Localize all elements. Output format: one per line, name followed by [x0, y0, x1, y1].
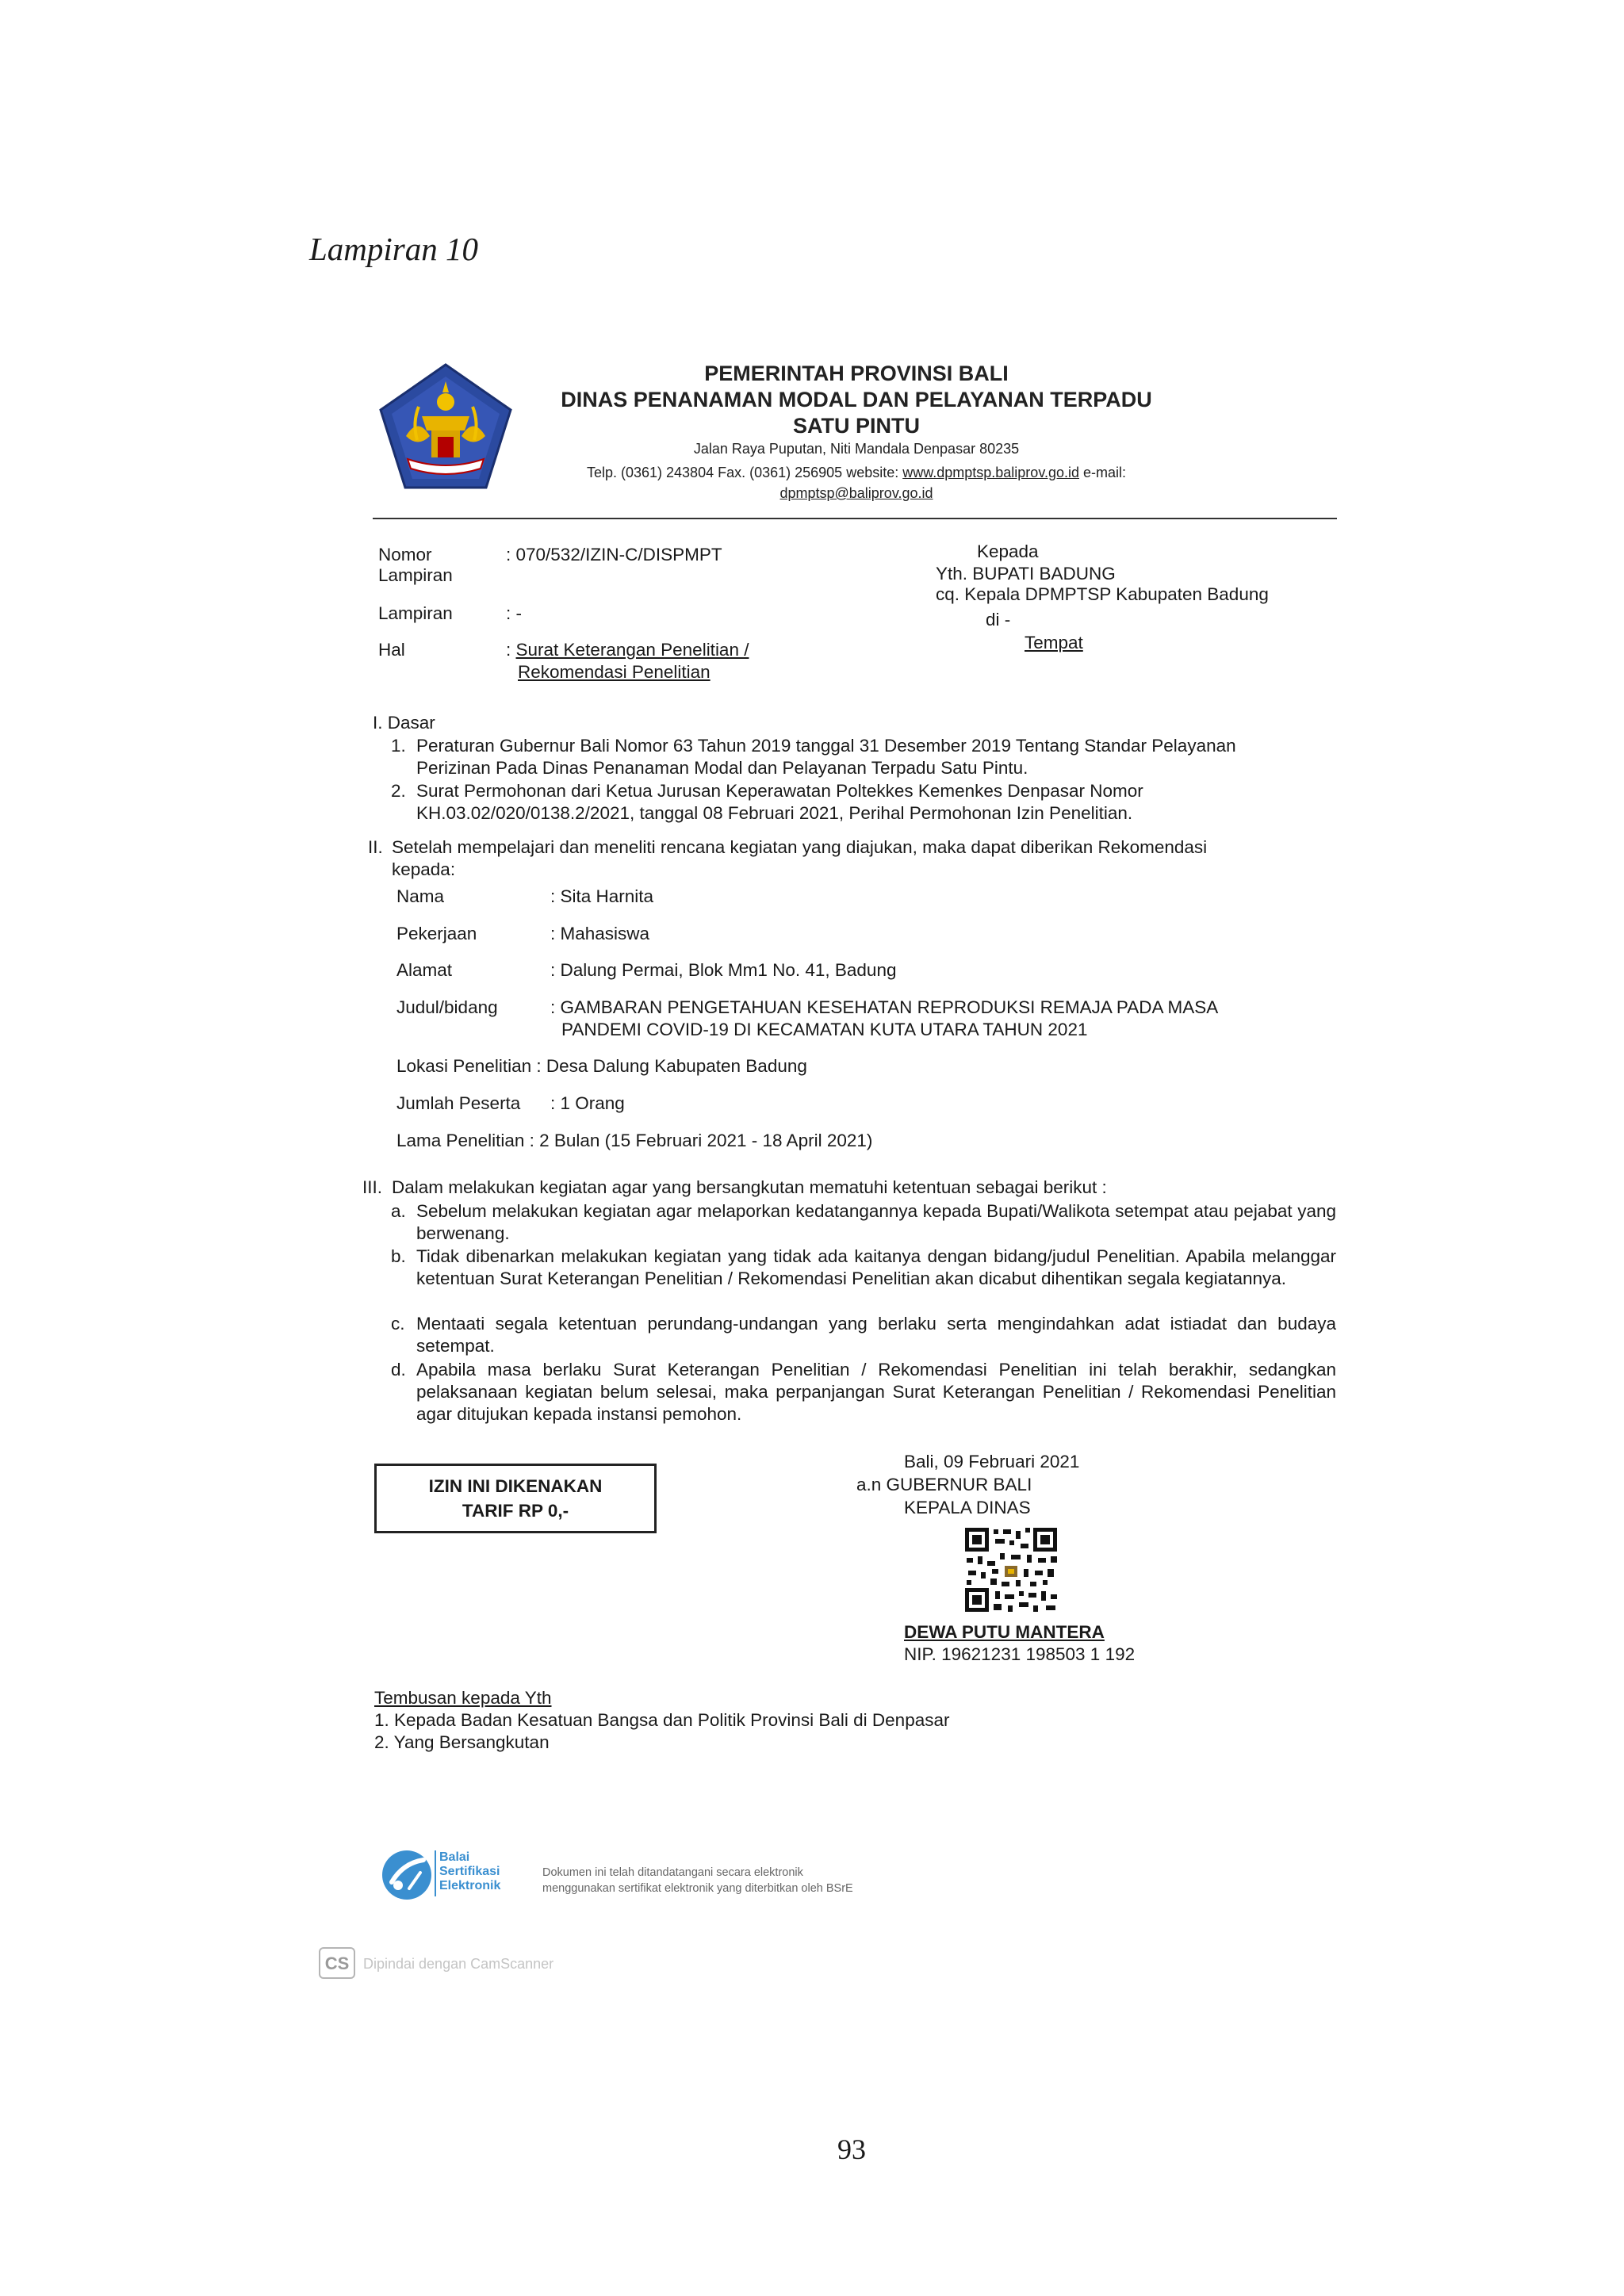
letterhead-divider: [373, 518, 1337, 519]
recipient-cq: cq. Kepala DPMPTSP Kabupaten Badung: [936, 584, 1269, 604]
hal-value-2: Rekomendasi Penelitian: [518, 662, 710, 682]
dasar-item1-num: 1.: [391, 736, 406, 756]
tarif-box: [374, 1464, 657, 1533]
dasar-item2-num: 2.: [391, 781, 406, 801]
signature-place-date: Bali, 09 Februari 2021: [904, 1452, 1080, 1471]
bsre-notice-line2: menggunakan sertifikat elektronik yang diterbitkan oleh BSrE: [542, 1882, 853, 1895]
judul-label: Judul/bidang: [396, 997, 498, 1017]
page-title: Lampiran 10: [309, 231, 479, 267]
pekerjaan-label: Pekerjaan: [396, 924, 477, 943]
tarif-line2: TARIF RP 0,-: [462, 1501, 569, 1521]
rule-b-text: Tidak dibenarkan melakukan kegiatan yang tidak ada kaitanya dengan bidang/judul Penelitian. Apabila melanggar ketentuan Surat Keterangan Penelitian / Rekomendasi Penelitian akan dicabut dihentikan segala kegiatannya.: [416, 1246, 1336, 1288]
page-number: 93: [837, 2133, 866, 2165]
section3-num: III.: [362, 1177, 383, 1197]
letterhead-contact: [508, 465, 1205, 481]
rule-c-text: Mentaati segala ketentuan perundang-undangan yang berlaku serta mengindahkan adat istiadat dan budaya setempat.: [416, 1314, 1336, 1356]
section2-intro-line1: Setelah mempelajari dan meneliti rencana kegiatan yang diajukan, maka dapat diberikan Rekomendasi: [392, 837, 1208, 857]
email-link[interactable]: dpmptsp@baliprov.go.id: [779, 485, 933, 501]
section2-num: II.: [368, 837, 383, 857]
jumlah-value: : 1 Orang: [550, 1093, 625, 1113]
pekerjaan-value: : Mahasiswa: [550, 924, 650, 943]
tembusan-item1: 1. Kepada Badan Kesatuan Bangsa dan Politik Provinsi Bali di Denpasar: [374, 1710, 950, 1730]
letterhead-address: Jalan Raya Puputan, Niti Mandala Denpasar 80235: [693, 441, 1020, 457]
nomor-value: : 070/532/IZIN-C/DISPMPT: [506, 545, 722, 564]
lampiran-label: Lampiran: [378, 603, 453, 623]
nama-value: : Sita Harnita: [550, 886, 654, 906]
bsre-divider: [435, 1850, 436, 1896]
lama-penelitian: Lama Penelitian : 2 Bulan (15 Februari 2021 - 18 April 2021): [396, 1131, 873, 1150]
qr-code-icon: [963, 1526, 1059, 1613]
dasar-item1-line2: Perizinan Pada Dinas Penanaman Modal dan Pelayanan Terpadu Satu Pintu.: [416, 758, 1028, 778]
website-link[interactable]: www.dpmptsp.baliprov.go.id: [902, 465, 1080, 480]
letterhead-email: [508, 485, 1205, 502]
letterhead-line1: PEMERINTAH PROVINSI BALI: [704, 362, 1009, 385]
bsre-notice: [542, 1865, 853, 1896]
recipient-di: di -: [986, 610, 1011, 629]
rule-b-label: b.: [391, 1246, 406, 1266]
bsre-name-2: Sertifikasi: [439, 1865, 500, 1878]
nomor-label: Nomor: [378, 545, 432, 564]
signatory-nip: NIP. 19621231 198503 1 192: [904, 1644, 1136, 1664]
letterhead-line3: SATU PINTU: [793, 414, 920, 438]
recipient-kepada: Kepada: [977, 541, 1039, 561]
camscanner-logo-icon: [319, 1947, 355, 1979]
rule-c-label: c.: [391, 1314, 405, 1334]
rule-a-text: Sebelum melakukan kegiatan agar melaporkan kedatangannya kepada Bupati/Walikota setempat atau pejabat yang berwenang.: [416, 1201, 1336, 1243]
judul-value-1: : GAMBARAN PENGETAHUAN KESEHATAN REPRODUKSI REMAJA PADA MASA: [550, 997, 1219, 1017]
email-label: e-mail:: [1079, 465, 1127, 480]
alamat-label: Alamat: [396, 960, 453, 980]
letterhead-line2: DINAS PENANAMAN MODAL DAN PELAYANAN TERPADU: [561, 388, 1152, 411]
nama-label: Nama: [396, 886, 445, 906]
dasar-heading: I. Dasar: [373, 713, 435, 733]
contact-prefix: Telp. (0361) 243804 Fax. (0361) 256905 website:: [586, 465, 903, 480]
dasar-item1-line1: Peraturan Gubernur Bali Nomor 63 Tahun 2019 tanggal 31 Desember 2019 Tentang Standar Pelayanan: [416, 736, 1236, 756]
recipient-yth: Yth. BUPATI BADUNG: [936, 564, 1116, 584]
signature-position: KEPALA DINAS: [904, 1498, 1031, 1517]
dasar-item2-line1: Surat Permohonan dari Ketua Jurusan Keperawatan Poltekkes Kemenkes Denpasar Nomor: [416, 781, 1143, 801]
bsre-name-1: Balai: [439, 1850, 470, 1864]
bsre-logo-icon: [379, 1847, 435, 1903]
lampiran-label-a: Lampiran: [378, 565, 453, 585]
lampiran-value: : -: [506, 603, 522, 623]
jumlah-label: Jumlah Peserta: [396, 1093, 521, 1113]
hal-label: Hal: [378, 640, 405, 660]
alamat-value: : Dalung Permai, Blok Mm1 No. 41, Badung: [550, 960, 897, 980]
hal-colon: :: [506, 640, 516, 660]
recipient-tempat: Tempat: [1025, 633, 1083, 652]
hal-value-1-text: Surat Keterangan Penelitian /: [515, 640, 749, 660]
signatory-name: DEWA PUTU MANTERA: [904, 1622, 1105, 1642]
tembusan-item2: 2. Yang Bersangkutan: [374, 1732, 550, 1752]
tembusan-heading: Tembusan kepada Yth: [374, 1688, 552, 1708]
section3-intro: Dalam melakukan kegiatan agar yang bersangkutan mematuhi ketentuan sebagai berikut :: [392, 1177, 1107, 1197]
judul-value-2: PANDEMI COVID-19 DI KECAMATAN KUTA UTARA TAHUN 2021: [561, 1020, 1088, 1039]
section2-intro-line2: kepada:: [392, 859, 456, 879]
lokasi-penelitian: Lokasi Penelitian : Desa Dalung Kabupaten Badung: [396, 1056, 807, 1076]
rule-d-label: d.: [391, 1360, 406, 1380]
tarif-line1: IZIN INI DIKENAKAN: [428, 1476, 603, 1496]
bsre-name: [439, 1850, 500, 1893]
camscanner-watermark: Dipindai dengan CamScanner: [363, 1956, 554, 1972]
rule-d-text: Apabila masa berlaku Surat Keterangan Penelitian / Rekomendasi Penelitian ini telah berakhir, sedangkan pelaksanaan kegiatan belum selesai, maka perpanjangan Surat Keterangan Penelitian / Rekomendasi Penelitian agar ditujukan kepada instansi pemohon.: [416, 1360, 1336, 1424]
camscanner-logo-text: CS: [324, 1954, 350, 1973]
dasar-item2-line2: KH.03.02/020/0138.2/2021, tanggal 08 Februari 2021, Perihal Permohonan Izin Penelitian.: [416, 803, 1133, 823]
hal-value-1: [506, 639, 749, 661]
bsre-notice-line1: Dokumen ini telah ditandatangani secara elektronik: [542, 1866, 803, 1879]
bsre-name-3: Elektronik: [439, 1879, 501, 1892]
bali-province-emblem: [374, 361, 517, 496]
signature-an: a.n GUBERNUR BALI: [856, 1475, 1032, 1494]
rule-a-label: a.: [391, 1201, 406, 1221]
